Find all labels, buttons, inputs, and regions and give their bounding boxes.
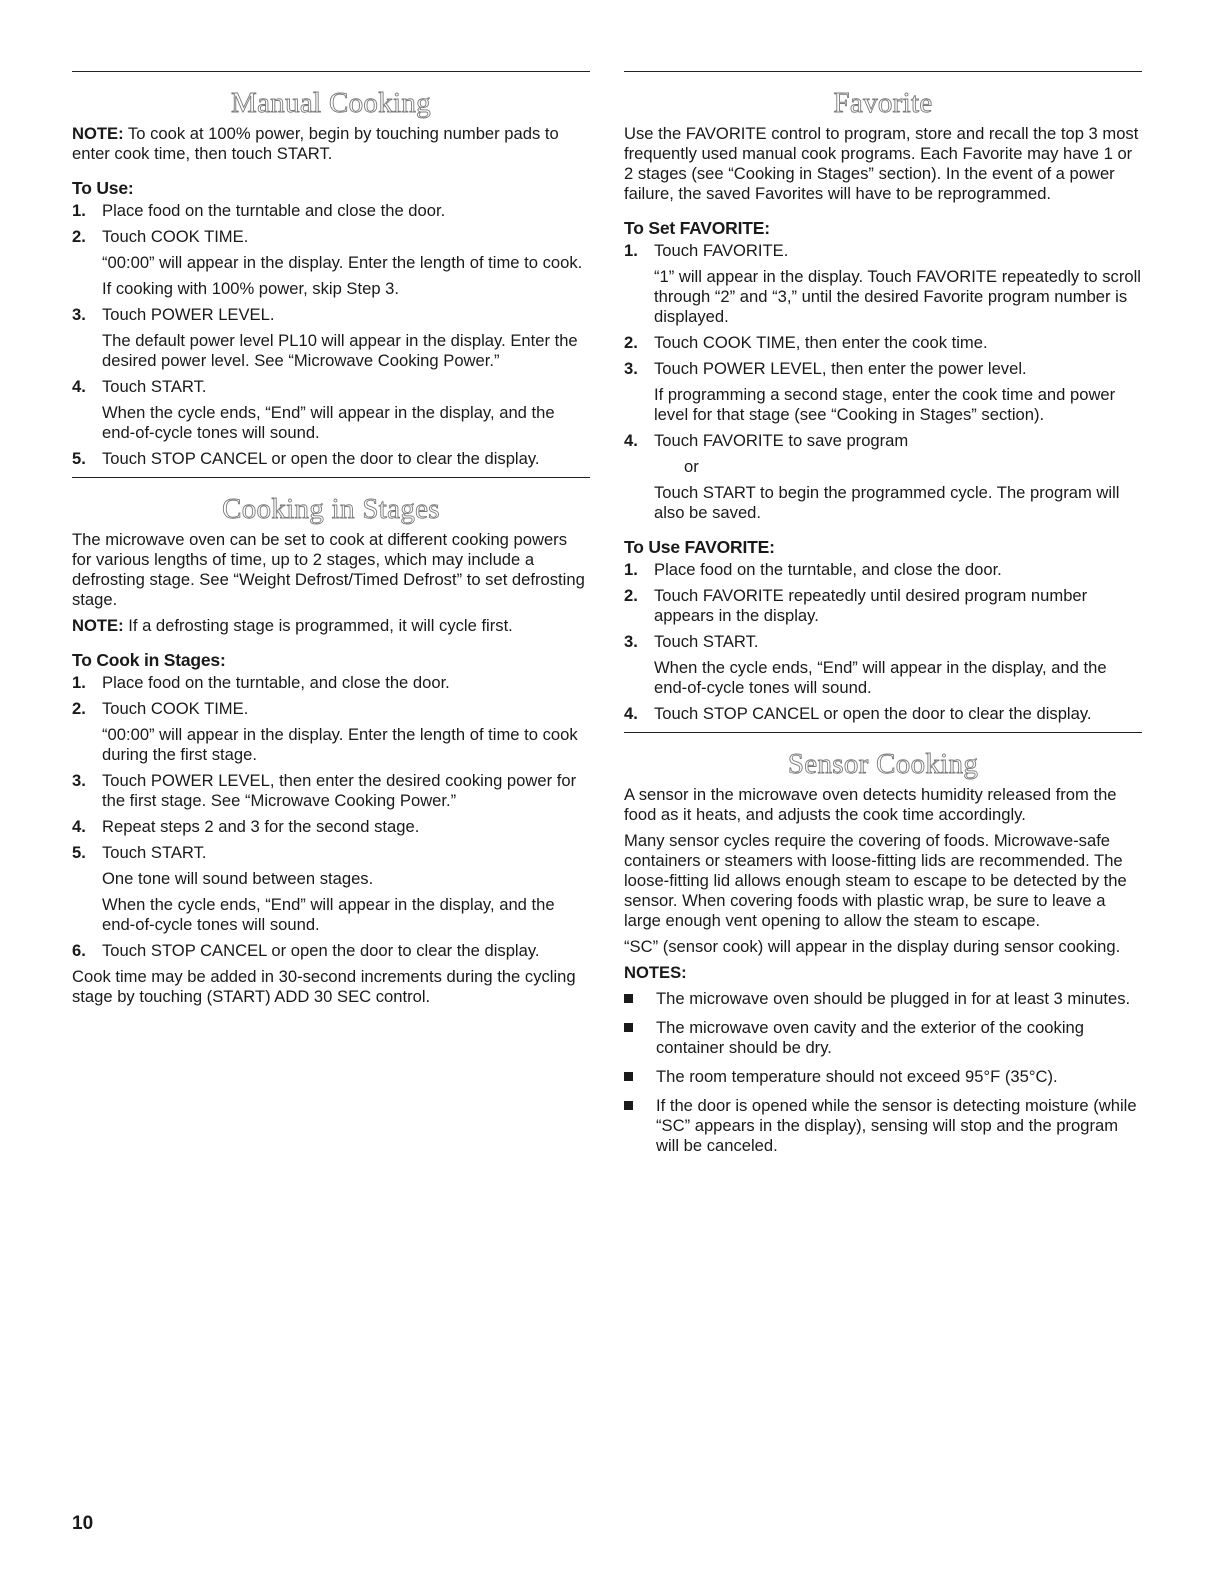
- step-number: 3.: [72, 305, 86, 324]
- step-number: 1.: [72, 201, 86, 220]
- step-text: Touch COOK TIME.: [102, 699, 249, 718]
- step-detail: “00:00” will appear in the display. Enter the length of time to cook.: [102, 253, 583, 272]
- step-text: Touch FAVORITE to save program: [654, 431, 909, 450]
- step-number: 5.: [72, 843, 86, 862]
- step-number: 1.: [624, 560, 638, 579]
- list-item: [72, 673, 590, 693]
- left-column: [72, 71, 590, 1013]
- divider: [624, 732, 1142, 733]
- list-item: [624, 586, 1142, 626]
- list-item: [624, 1067, 1142, 1087]
- step-detail: If programming a second stage, enter the cook time and power level for that stage (see “Cooking in Stages” section).: [654, 385, 1116, 424]
- step-text: Touch COOK TIME.: [102, 227, 249, 246]
- step-number: 2.: [624, 333, 638, 352]
- step-text: Touch POWER LEVEL, then enter the desired cooking power for the first stage. See “Microwave Cooking Power.”: [102, 771, 577, 810]
- sensor-notes-list: [624, 989, 1142, 1156]
- list-item: [72, 771, 590, 811]
- list-item: [72, 449, 590, 469]
- note-label: NOTE:: [72, 616, 124, 635]
- step-detail: The default power level PL10 will appear in the display. Enter the desired power level. See “Microwave Cooking Power.”: [102, 331, 578, 370]
- list-item: [624, 989, 1142, 1009]
- right-column: [624, 71, 1142, 1165]
- step-detail: “1” will appear in the display. Touch FAVORITE repeatedly to scroll through “2” and “3,” until the desired Favorite program number is displayed.: [654, 267, 1141, 326]
- step-number: 2.: [72, 699, 86, 718]
- list-item: [624, 632, 1142, 698]
- step-text: Touch FAVORITE.: [654, 241, 789, 260]
- step-or: or: [684, 457, 699, 476]
- step-number: 4.: [624, 431, 638, 450]
- note-text: If a defrosting stage is programmed, it will cycle first.: [123, 616, 513, 635]
- step-number: 2.: [624, 586, 638, 605]
- step-number: 1.: [624, 241, 638, 260]
- step-detail: When the cycle ends, “End” will appear in the display, and the end-of-cycle tones will sound.: [102, 895, 555, 934]
- bullet-icon: [624, 1023, 633, 1032]
- step-text: Touch STOP CANCEL or open the door to clear the display.: [654, 704, 1092, 723]
- list-item: [624, 241, 1142, 327]
- cooking-in-stages-steps: [72, 673, 590, 961]
- step-text: Touch START.: [102, 843, 207, 862]
- use-favorite-steps: [624, 560, 1142, 724]
- step-number: 6.: [72, 941, 86, 960]
- step-text: Touch START.: [654, 632, 759, 651]
- step-text: Repeat steps 2 and 3 for the second stage.: [102, 817, 420, 836]
- step-number: 3.: [624, 359, 638, 378]
- list-item: [72, 305, 590, 371]
- bullet-icon: [624, 994, 633, 1003]
- step-text: Touch START.: [102, 377, 207, 396]
- list-item: [72, 201, 590, 221]
- note-text: To cook at 100% power, begin by touching number pads to enter cook time, then touch START.: [72, 124, 559, 163]
- cooking-in-stages-note: [72, 616, 590, 636]
- divider: [72, 71, 590, 72]
- list-item: [72, 843, 590, 935]
- step-text: Place food on the turntable, and close the door.: [654, 560, 1002, 579]
- step-number: 3.: [72, 771, 86, 790]
- step-text: Touch COOK TIME, then enter the cook time.: [654, 333, 988, 352]
- cooking-in-stages-intro: The microwave oven can be set to cook at different cooking powers for various lengths of time, up to 2 stages, which may include a defrosting stage. See “Weight Defrost/Timed Defrost” to set defrosting stage.: [72, 530, 585, 609]
- to-use-heading: To Use:: [72, 178, 134, 198]
- step-detail: “00:00” will appear in the display. Enter the length of time to cook during the first stage.: [102, 725, 578, 764]
- sensor-cooking-title: Sensor Cooking: [787, 748, 979, 780]
- list-item: [624, 560, 1142, 580]
- step-text: Place food on the turntable and close the door.: [102, 201, 446, 220]
- bullet-icon: [624, 1072, 633, 1081]
- to-cook-in-stages-heading: To Cook in Stages:: [72, 650, 226, 670]
- manual-cooking-title: Manual Cooking: [231, 87, 431, 119]
- sensor-cooking-p3: “SC” (sensor cook) will appear in the display during sensor cooking.: [624, 937, 1121, 956]
- step-text: Place food on the turntable, and close the door.: [102, 673, 450, 692]
- note-item-text: The microwave oven should be plugged in for at least 3 minutes.: [656, 989, 1131, 1008]
- page-number: 10: [72, 1513, 94, 1534]
- step-detail: Touch START to begin the programmed cycle. The program will also be saved.: [654, 483, 1120, 522]
- set-favorite-steps: [624, 241, 1142, 523]
- list-item: [72, 227, 590, 299]
- step-detail: If cooking with 100% power, skip Step 3.: [102, 279, 400, 298]
- to-set-favorite-heading: To Set FAVORITE:: [624, 218, 770, 238]
- step-detail: When the cycle ends, “End” will appear in the display, and the end-of-cycle tones will sound.: [102, 403, 555, 442]
- step-text: Touch STOP CANCEL or open the door to clear the display.: [102, 941, 540, 960]
- step-detail: When the cycle ends, “End” will appear in the display, and the end-of-cycle tones will sound.: [654, 658, 1107, 697]
- step-text: Touch POWER LEVEL.: [102, 305, 275, 324]
- list-item: [624, 1096, 1142, 1156]
- step-number: 3.: [624, 632, 638, 651]
- note-item-text: The room temperature should not exceed 95°F (35°C).: [656, 1067, 1058, 1086]
- cooking-in-stages-title: Cooking in Stages: [222, 493, 440, 525]
- list-item: [624, 1018, 1142, 1058]
- to-use-favorite-heading: To Use FAVORITE:: [624, 537, 775, 557]
- step-text: Touch STOP CANCEL or open the door to clear the display.: [102, 449, 540, 468]
- list-item: [624, 431, 1142, 523]
- divider: [624, 71, 1142, 72]
- manual-cooking-note: [72, 124, 590, 164]
- favorite-title: Favorite: [833, 87, 933, 119]
- list-item: [72, 941, 590, 961]
- manual-cooking-steps: [72, 201, 590, 469]
- step-number: 4.: [624, 704, 638, 723]
- note-label: NOTE:: [72, 124, 124, 143]
- notes-label: NOTES:: [624, 963, 687, 982]
- step-detail: One tone will sound between stages.: [102, 869, 374, 888]
- note-item-text: If the door is opened while the sensor is detecting moisture (while “SC” appears in the display), sensing will stop and the program will be canceled.: [656, 1096, 1137, 1155]
- step-text: Touch POWER LEVEL, then enter the power level.: [654, 359, 1027, 378]
- step-number: 4.: [72, 377, 86, 396]
- divider: [72, 477, 590, 478]
- sensor-cooking-p2: Many sensor cycles require the covering of foods. Microwave-safe containers or steamers with loose-fitting lids are recommended. The loose-fitting lid allows enough steam to escape to be detected by the sensor. When covering foods with plastic wrap, be sure to leave a large enough vent opening to allow the steam to escape.: [624, 831, 1127, 930]
- list-item: [72, 699, 590, 765]
- list-item: [624, 333, 1142, 353]
- favorite-intro: Use the FAVORITE control to program, store and recall the top 3 most frequently used manual cook programs. Each Favorite may have 1 or 2 stages (see “Cooking in Stages” section). In the event of a power failure, the saved Favorites will have to be reprogrammed.: [624, 124, 1139, 203]
- cooking-in-stages-outro: Cook time may be added in 30-second increments during the cycling stage by touching (START) ADD 30 SEC control.: [72, 967, 576, 1006]
- sensor-cooking-p1: A sensor in the microwave oven detects humidity released from the food as it heats, and adjusts the cook time accordingly.: [624, 785, 1117, 824]
- list-item: [624, 704, 1142, 724]
- step-number: 2.: [72, 227, 86, 246]
- step-number: 4.: [72, 817, 86, 836]
- list-item: [624, 359, 1142, 425]
- list-item: [72, 377, 590, 443]
- list-item: [72, 817, 590, 837]
- step-number: 5.: [72, 449, 86, 468]
- step-text: Touch FAVORITE repeatedly until desired program number appears in the display.: [654, 586, 1088, 625]
- bullet-icon: [624, 1101, 633, 1110]
- step-number: 1.: [72, 673, 86, 692]
- note-item-text: The microwave oven cavity and the exterior of the cooking container should be dry.: [656, 1018, 1084, 1057]
